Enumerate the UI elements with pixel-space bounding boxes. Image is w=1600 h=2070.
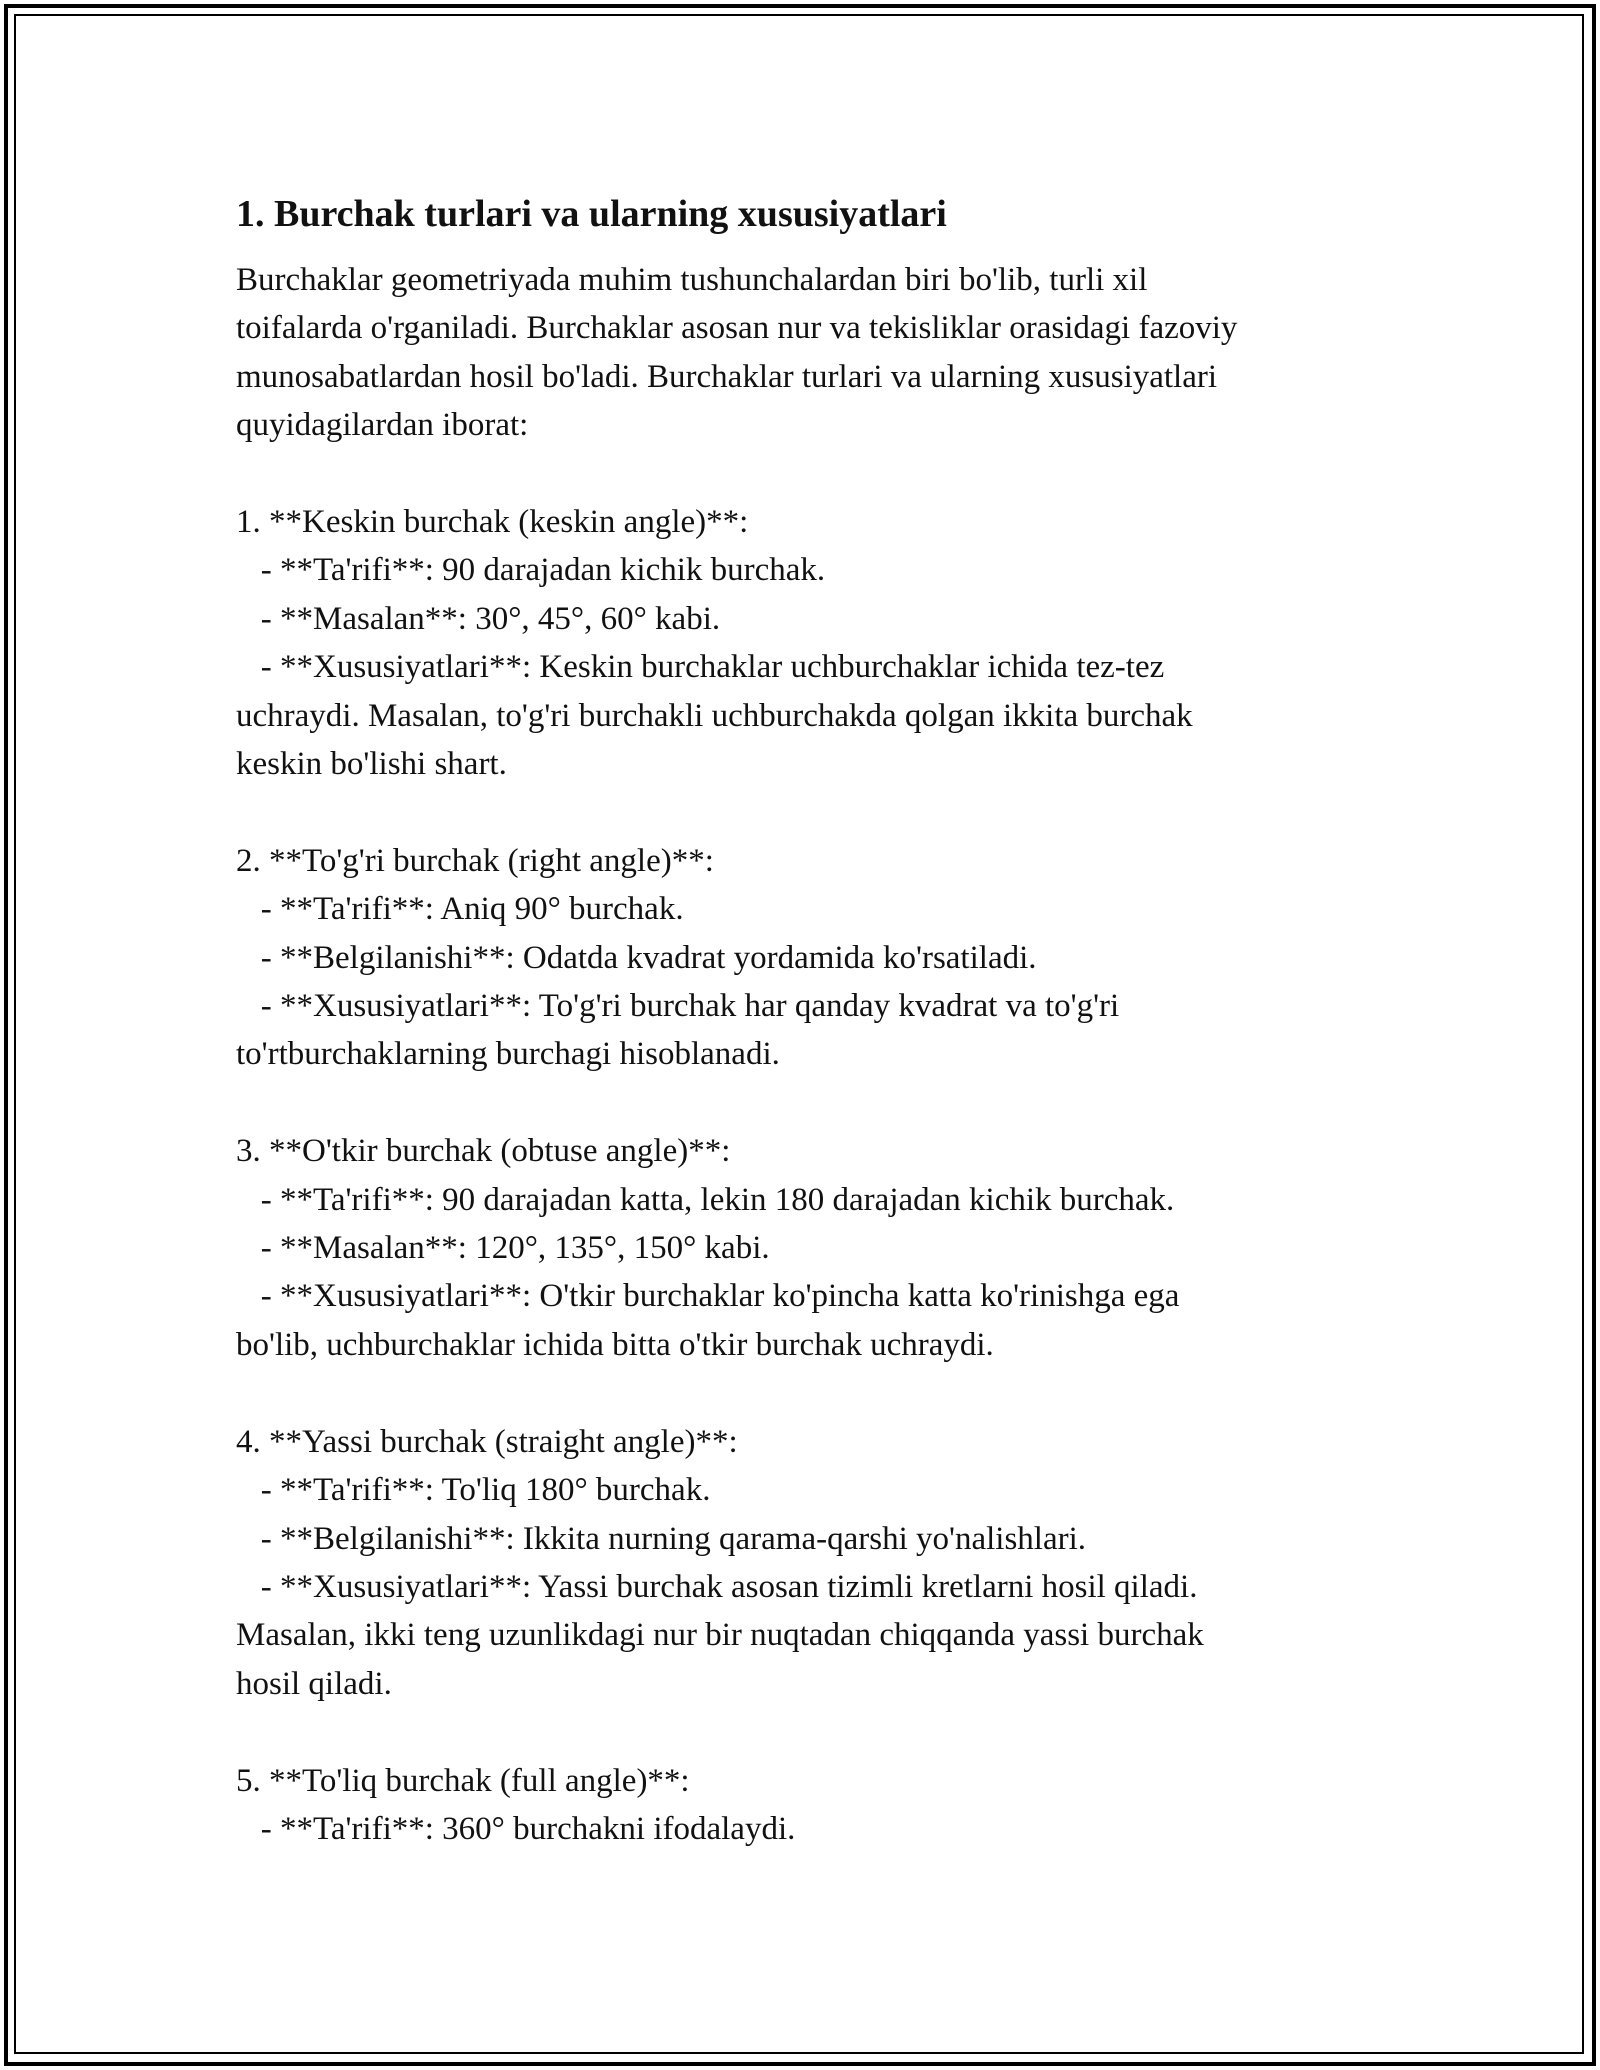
document-title: 1. Burchak turlari va ularning xususiyatlari [236, 193, 947, 235]
section-yassi-burchak [236, 1418, 1366, 1708]
section-line: - **Masalan**: 120°, 135°, 150° kabi. [236, 1230, 770, 1267]
section-line: - **Belgilanishi**: Ikkita nurning qarama-qarshi yo'nalishlari. [236, 1520, 1087, 1557]
section-line: - **Xususiyatlari**: O'tkir burchaklar ko'pincha katta ko'rinishga ega [236, 1278, 1180, 1315]
paragraph-gap [236, 1369, 1366, 1417]
document-body [236, 186, 1366, 1853]
paragraph-gap [236, 788, 1366, 836]
section-line: - **Xususiyatlari**: Yassi burchak asosan tizimli kretlarni hosil qiladi. [236, 1568, 1198, 1605]
section-line: - **Xususiyatlari**: To'g'ri burchak har qanday kvadrat va to'g'ri [236, 988, 1120, 1025]
section-togri-burchak [236, 837, 1366, 1079]
section-line: - **Masalan**: 30°, 45°, 60° kabi. [236, 600, 721, 637]
paragraph-gap [236, 1079, 1366, 1127]
section-line: bo'lib, uchburchaklar ichida bitta o'tkir burchak uchraydi. [236, 1326, 994, 1363]
intro-line: quyidagilardan iborat: [236, 407, 529, 444]
section-otkir-burchak [236, 1127, 1366, 1369]
section-heading: 3. **O'tkir burchak (obtuse angle)**: [236, 1133, 731, 1170]
intro-paragraph [236, 256, 1366, 450]
intro-line: toifalarda o'rganiladi. Burchaklar asosan nur va tekisliklar orasidagi fazoviy [236, 310, 1238, 347]
section-heading: 2. **To'g'ri burchak (right angle)**: [236, 842, 714, 879]
section-line: - **Ta'rifi**: To'liq 180° burchak. [236, 1472, 711, 1509]
section-heading: 4. **Yassi burchak (straight angle)**: [236, 1423, 738, 1460]
section-line: uchraydi. Masalan, to'g'ri burchakli uchburchakda qolgan ikkita burchak [236, 697, 1193, 734]
section-line: keskin bo'lishi shart. [236, 746, 507, 783]
section-line: - **Ta'rifi**: 90 darajadan katta, lekin 180 darajadan kichik burchak. [236, 1181, 1175, 1218]
section-heading: 1. **Keskin burchak (keskin angle)**: [236, 504, 749, 541]
section-line: hosil qiladi. [236, 1665, 392, 1702]
section-line: - **Ta'rifi**: 360° burchakni ifodalaydi. [236, 1810, 796, 1847]
intro-line: munosabatlardan hosil bo'ladi. Burchaklar turlari va ularning xususiyatlari [236, 358, 1218, 395]
intro-line: Burchaklar geometriyada muhim tushunchalardan biri bo'lib, turli xil [236, 262, 1148, 298]
section-line: - **Ta'rifi**: Aniq 90° burchak. [236, 891, 684, 928]
section-toliq-burchak [236, 1757, 1366, 1854]
section-line: to'rtburchaklarning burchagi hisoblanadi. [236, 1036, 780, 1073]
section-line: - **Belgilanishi**: Odatda kvadrat yordamida ko'rsatiladi. [236, 939, 1037, 976]
section-line: - **Xususiyatlari**: Keskin burchaklar uchburchaklar ichida tez-tez [236, 649, 1165, 686]
paragraph-gap [236, 1708, 1366, 1756]
section-heading: 5. **To'liq burchak (full angle)**: [236, 1762, 690, 1799]
section-keskin-burchak [236, 498, 1366, 788]
section-line: - **Ta'rifi**: 90 darajadan kichik burchak. [236, 552, 826, 589]
paragraph-gap [236, 450, 1366, 498]
section-line: Masalan, ikki teng uzunlikdagi nur bir nuqtadan chiqqanda yassi burchak [236, 1617, 1204, 1654]
